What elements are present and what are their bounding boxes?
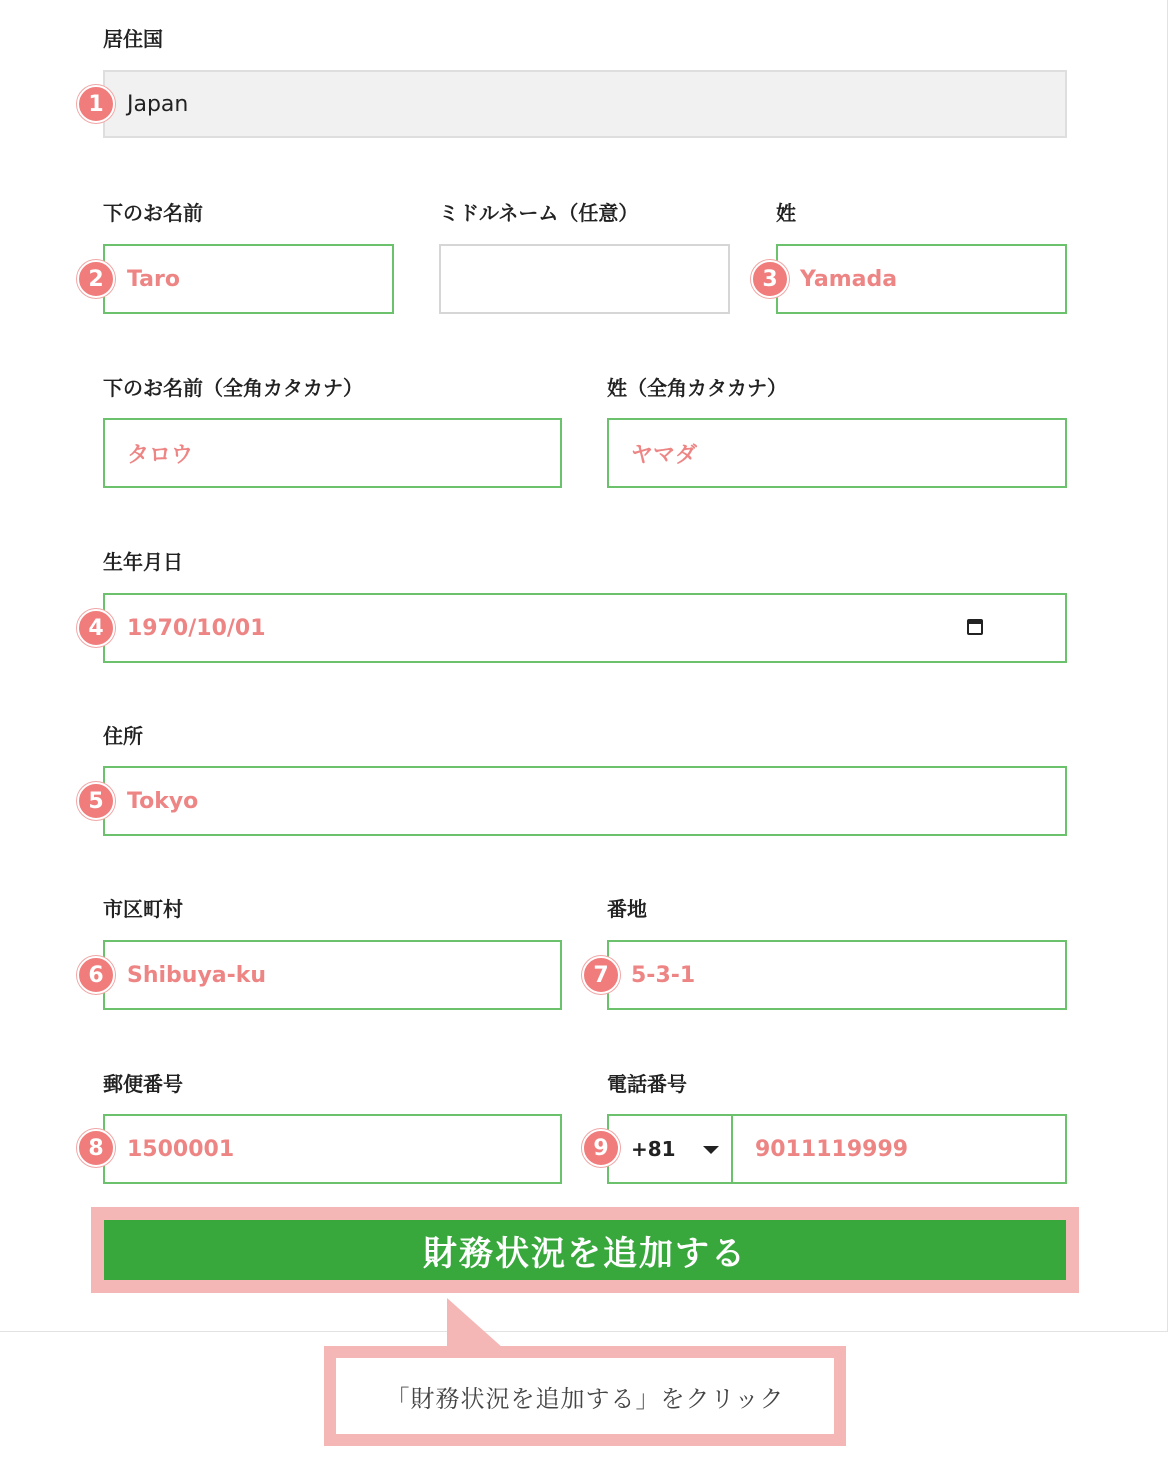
phone-label: 電話番号 <box>607 1072 687 1096</box>
step-badge-3: 3 <box>751 260 789 298</box>
first-name-kana-input[interactable]: タロウ <box>103 418 562 488</box>
step-badge-1: 1 <box>77 85 115 123</box>
address-label: 住所 <box>103 724 143 748</box>
postal-label: 郵便番号 <box>103 1072 183 1096</box>
step-badge-5: 5 <box>77 782 115 820</box>
birthdate-input[interactable] <box>103 593 1067 663</box>
street-label: 番地 <box>607 897 647 921</box>
last-name-kana-label: 姓（全角カタカナ） <box>607 376 787 400</box>
last-name-kana-input[interactable]: ヤマダ <box>607 418 1067 488</box>
callout-text: 「財務状況を追加する」をクリック <box>336 1358 834 1434</box>
city-input[interactable]: Shibuya-ku <box>103 940 562 1010</box>
street-input[interactable]: 5-3-1 <box>607 940 1067 1010</box>
birthdate-value: 1970/10/01 <box>127 615 266 641</box>
postal-input[interactable]: 1500001 <box>103 1114 562 1184</box>
first-name-kana-label: 下のお名前（全角カタカナ） <box>103 376 363 400</box>
step-badge-2: 2 <box>77 260 115 298</box>
first-name-label: 下のお名前 <box>103 201 203 225</box>
step-badge-8: 8 <box>77 1129 115 1167</box>
country-code-value: +81 <box>631 1137 676 1161</box>
birthdate-label: 生年月日 <box>103 550 183 574</box>
step-badge-4: 4 <box>77 609 115 647</box>
chevron-down-icon <box>703 1146 719 1154</box>
step-badge-9: 9 <box>582 1129 620 1167</box>
first-name-input[interactable]: Taro <box>103 244 394 314</box>
last-name-input[interactable]: Yamada <box>776 244 1067 314</box>
step-badge-6: 6 <box>77 956 115 994</box>
calendar-icon[interactable] <box>967 619 983 635</box>
country-code-select[interactable] <box>609 1116 733 1182</box>
phone-field-group <box>607 1114 1067 1184</box>
step-badge-7: 7 <box>582 956 620 994</box>
address-input[interactable]: Tokyo <box>103 766 1067 836</box>
country-field[interactable]: Japan <box>103 70 1067 138</box>
city-label: 市区町村 <box>103 897 183 921</box>
add-financial-status-button[interactable]: 財務状況を追加する <box>104 1220 1066 1280</box>
phone-number-input[interactable]: 9011119999 <box>755 1136 909 1162</box>
last-name-label: 姓 <box>776 201 796 225</box>
country-label: 居住国 <box>103 27 163 51</box>
instruction-callout <box>324 1346 846 1446</box>
middle-name-label: ミドルネーム（任意） <box>439 201 639 225</box>
middle-name-input[interactable] <box>439 244 730 314</box>
callout-pointer <box>447 1298 503 1348</box>
